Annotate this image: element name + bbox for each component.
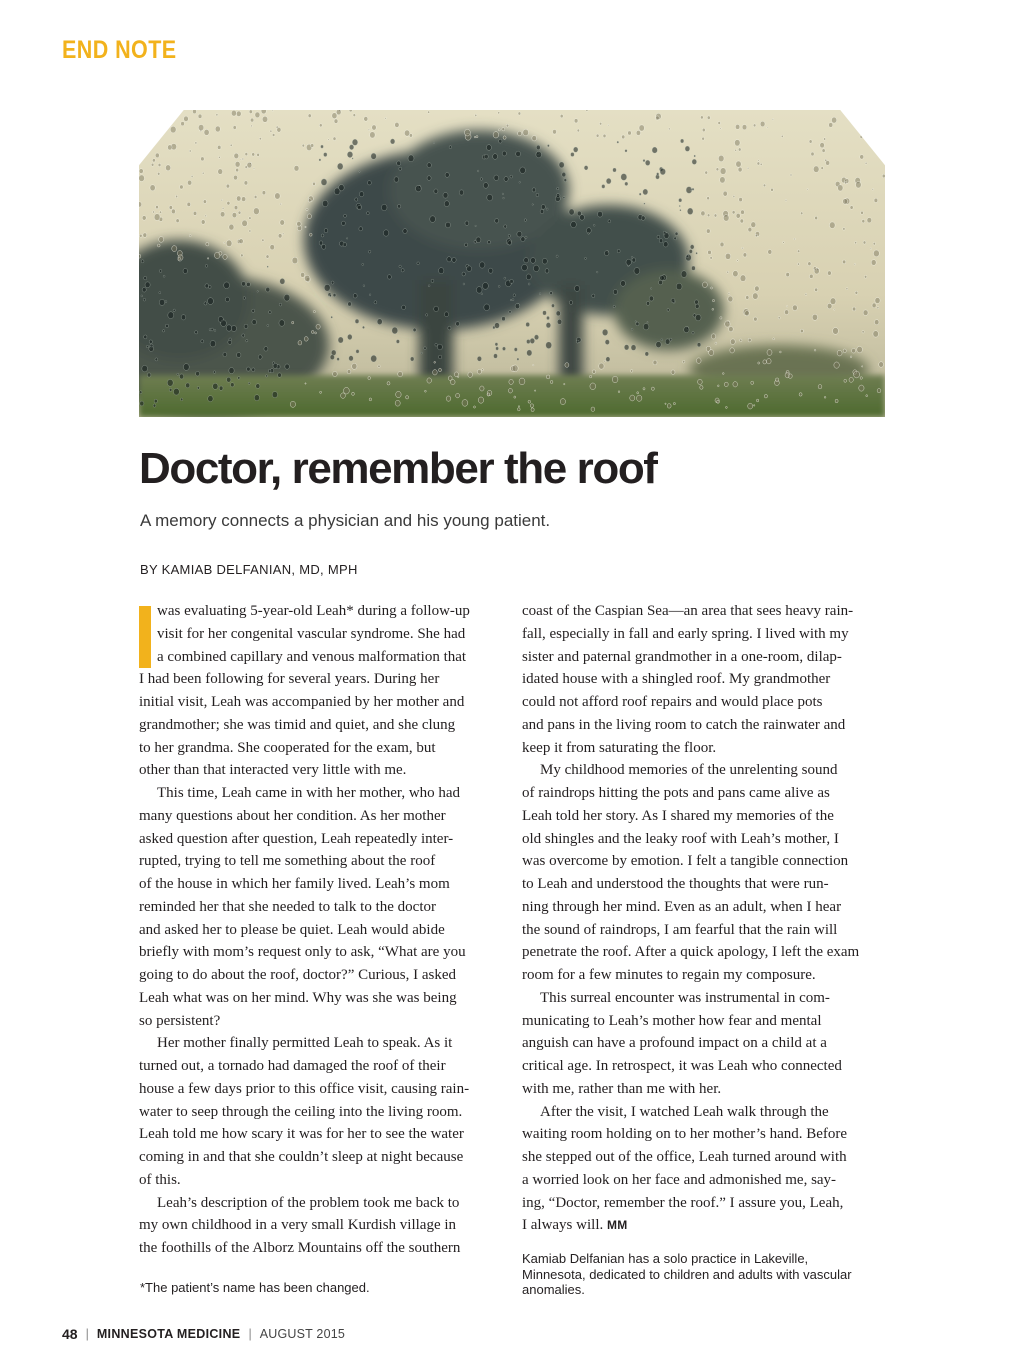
text-line: I always will. MM <box>522 1217 628 1234</box>
text-line: coming in and that she couldn’t sleep at night because <box>139 1149 464 1165</box>
text-line: Leah told her story. As I shared my memories of the <box>522 807 834 824</box>
text-line: a worried look on her face and admonished me, say- <box>522 1171 837 1188</box>
text-line: was overcome by emotion. I felt a tangible connection <box>522 853 849 870</box>
text-line: idated house with a shingled roof. My grandmother <box>522 671 831 688</box>
text-line: room for a few minutes to regain my composure. <box>522 967 816 983</box>
text-line: turned out, a tornado had damaged the roof of their <box>139 1058 446 1074</box>
text-line: other than that interacted very little with me. <box>139 762 407 779</box>
article-column-right <box>522 600 882 1237</box>
publication-name: MINNESOTA MEDICINE <box>96 1327 241 1341</box>
text-line: I had been following for several years. During her <box>139 671 440 688</box>
section-label: END NOTE <box>62 36 177 64</box>
text-line: Leah told me how scary it was for her to see the water <box>139 1126 464 1143</box>
text-line: going to do about the roof, doctor?” Curious, I asked <box>139 967 457 983</box>
text-line: of this. <box>139 1171 181 1188</box>
text-line: This surreal encounter was instrumental in com- <box>540 989 830 1006</box>
issue-date: AUGUST 2015 <box>259 1327 346 1341</box>
page-footer <box>62 1326 345 1342</box>
text-line: of the house in which her family lived. Leah’s mom <box>139 876 450 892</box>
text-line: Leah what was on her mind. Why was she was being <box>139 989 457 1006</box>
text-line: the foothills of the Alborz Mountains off the southern <box>139 1240 461 1256</box>
text-line: the sound of raindrops, I am fearful that the rain will <box>522 921 838 938</box>
text-line: waiting room holding on to her mother’s hand. Before <box>522 1126 848 1143</box>
bio-line: Minnesota, dedicated to children and adults with vascular <box>522 1266 852 1282</box>
text-line: ning through her mind. Even as an adult, when I hear <box>522 898 842 915</box>
text-line: fall, especially in fall and early spring. I lived with my <box>522 625 849 642</box>
text-line: and pans in the living room to catch the rainwater and <box>522 716 846 733</box>
text-line: she stepped out of the office, Leah turned around with <box>522 1149 847 1165</box>
text-line: initial visit, Leah was accompanied by her mother and <box>139 694 465 710</box>
text-line: asked question after question, Leah repeatedly inter- <box>139 830 454 847</box>
text-line: reminded her that she needed to talk to the doctor <box>139 898 436 915</box>
text-line: so persistent? <box>139 1012 221 1029</box>
text-line: After the visit, I watched Leah walk through the <box>540 1103 829 1120</box>
bio-line: anomalies. <box>522 1282 585 1297</box>
signoff-mark: MM <box>606 1218 628 1233</box>
text-line: of raindrops hitting the pots and pans came alive as <box>522 785 830 801</box>
footer-divider: | <box>248 1327 252 1341</box>
text-line: rupted, trying to tell me something about the roof <box>139 853 436 870</box>
text-line: old shingles and the leaky roof with Leah’s mother, I <box>522 830 839 847</box>
text-line: a combined capillary and venous malformation that <box>157 648 467 665</box>
hero-image <box>139 110 885 417</box>
text-line: many questions about her condition. As her mother <box>139 807 446 824</box>
text-line: to Leah and understood the thoughts that were run- <box>522 876 829 892</box>
text-line: This time, Leah came in with her mother, who had <box>157 785 461 801</box>
text-line: keep it from saturating the floor. <box>522 739 717 756</box>
footnote: *The patient’s name has been changed. <box>140 1280 370 1295</box>
dropcap <box>139 606 151 668</box>
text-line: municating to Leah’s mother how fear and mental <box>522 1012 822 1029</box>
text-line: grandmother; she was timid and quiet, and she clung <box>139 716 456 733</box>
text-line: my own childhood in a very small Kurdish village in <box>139 1217 457 1234</box>
text-line: My childhood memories of the unrelenting sound <box>540 762 838 779</box>
text-line: sister and paternal grandmother in a one-room, dilap- <box>522 648 842 665</box>
text-line: briefly with mom’s request only to ask, “What are you <box>139 944 466 961</box>
text-line: was evaluating 5-year-old Leah* during a follow-up <box>157 603 470 619</box>
text-line: coast of the Caspian Sea—an area that sees heavy rain- <box>522 603 854 619</box>
text-line: water to seep through the ceiling into the living room. <box>139 1103 463 1120</box>
article-column-left <box>139 600 499 1260</box>
text-line: Her mother finally permitted Leah to speak. As it <box>157 1035 453 1052</box>
text-line: to her grandma. She cooperated for the exam, but <box>139 739 436 756</box>
byline: BY KAMIAB DELFANIAN, MD, MPH <box>140 562 358 577</box>
text-line: critical age. In retrospect, it was Leah who connected <box>522 1058 842 1074</box>
text-line: with me, rather than me with her. <box>522 1080 722 1097</box>
text-line: visit for her congenital vascular syndrome. She had <box>157 625 466 642</box>
bio-line: Kamiab Delfanian has a solo practice in Lakeville, <box>522 1251 809 1266</box>
author-bio <box>522 1251 892 1298</box>
article-title: Doctor, remember the roof <box>139 444 657 493</box>
text-line: could not afford roof repairs and would place pots <box>522 694 823 710</box>
footer-divider: | <box>85 1327 89 1341</box>
text-line: and asked her to please be quiet. Leah would abide <box>139 921 445 938</box>
text-line: Leah’s description of the problem took me back to <box>157 1194 460 1211</box>
text-line: anguish can have a profound impact on a child at a <box>522 1035 827 1052</box>
text-line: penetrate the roof. After a quick apology, I left the exam <box>522 944 860 961</box>
article-subtitle: A memory connects a physician and his young patient. <box>140 511 551 530</box>
text-line: ing, “Doctor, remember the roof.” I assure you, Leah, <box>522 1194 844 1211</box>
page-number: 48 <box>62 1326 78 1342</box>
text-line: house a few days prior to this office visit, causing rain- <box>139 1080 470 1097</box>
